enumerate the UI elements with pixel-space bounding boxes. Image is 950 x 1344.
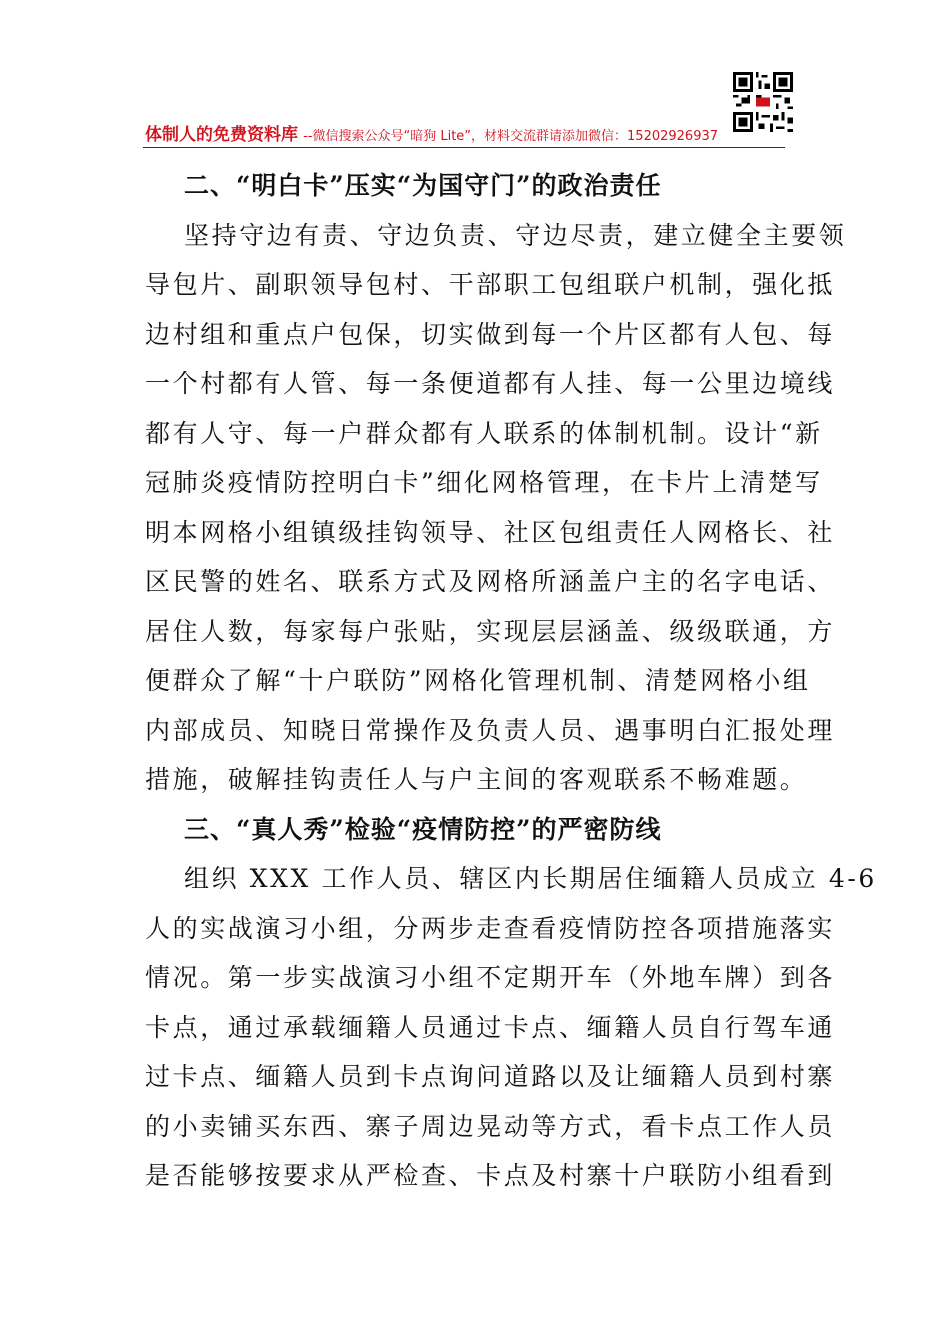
section-3-line: 人的实战演习小组，分两步走查看疫情防控各项措施落实 xyxy=(145,914,836,943)
watermark-header xyxy=(145,120,785,145)
section-2-line: 冠肺炎疫情防控明白卡”细化网格管理，在卡片上清楚写 xyxy=(145,468,823,497)
section-2-line: 都有人守、每一户群众都有人联系的体制机制。设计“新 xyxy=(145,419,823,448)
section-2-line: 边村组和重点户包保，切实做到每一个片区都有人包、每 xyxy=(145,320,836,349)
section-2-line: 一个村都有人管、每一条便道都有人挂、每一公里边境线 xyxy=(145,369,836,398)
section-2-line: 导包片、副职领导包村、干部职工包组联户机制，强化抵 xyxy=(145,270,836,299)
section-2-line: 区民警的姓名、联系方式及网格所涵盖户主的名字电话、 xyxy=(145,567,836,596)
section-3-line: 卡点，通过承载缅籍人员通过卡点、缅籍人员自行驾车通 xyxy=(145,1013,836,1042)
header-brand: 体制人的免费资料库 xyxy=(145,125,298,145)
section-3-line: 组织 XXX 工作人员、辖区内长期居住缅籍人员成立 4-6 xyxy=(184,864,877,893)
section-2-line: 便群众了解“十户联防”网格化管理机制、清楚网格小组 xyxy=(145,666,811,695)
section-2-line: 内部成员、知晓日常操作及负责人员、遇事明白汇报处理 xyxy=(145,716,836,745)
section-2-line: 措施，破解挂钩责任人与户主间的客观联系不畅难题。 xyxy=(145,765,808,794)
section-3-line: 的小卖铺买东西、寨子周边晃动等方式，看卡点工作人员 xyxy=(145,1112,836,1141)
header-note: --微信搜索公众号“暗狗 Lite”，材料交流群请添加微信：15202926937 xyxy=(303,129,719,144)
qr-code-icon xyxy=(733,72,793,132)
section-3-line: 情况。第一步实战演习小组不定期开车（外地车牌）到各 xyxy=(145,963,836,992)
section-2-line: 坚持守边有责、守边负责、守边尽责，建立健全主要领 xyxy=(184,221,847,250)
section-2-heading: 二、“明白卡”压实“为国守门”的政治责任 xyxy=(184,171,662,200)
section-3-line: 是否能够按要求从严检查、卡点及村寨十户联防小组看到 xyxy=(145,1161,836,1190)
section-3-line: 过卡点、缅籍人员到卡点询问道路以及让缅籍人员到村寨 xyxy=(145,1062,836,1091)
section-3-heading: 三、“真人秀”检验“疫情防控”的严密防线 xyxy=(184,815,662,844)
section-2-line: 明本网格小组镇级挂钩领导、社区包组责任人网格长、社 xyxy=(145,518,836,547)
section-2-line: 居住人数，每家每户张贴，实现层层涵盖、级级联通，方 xyxy=(145,617,836,646)
header-rule xyxy=(143,147,785,148)
